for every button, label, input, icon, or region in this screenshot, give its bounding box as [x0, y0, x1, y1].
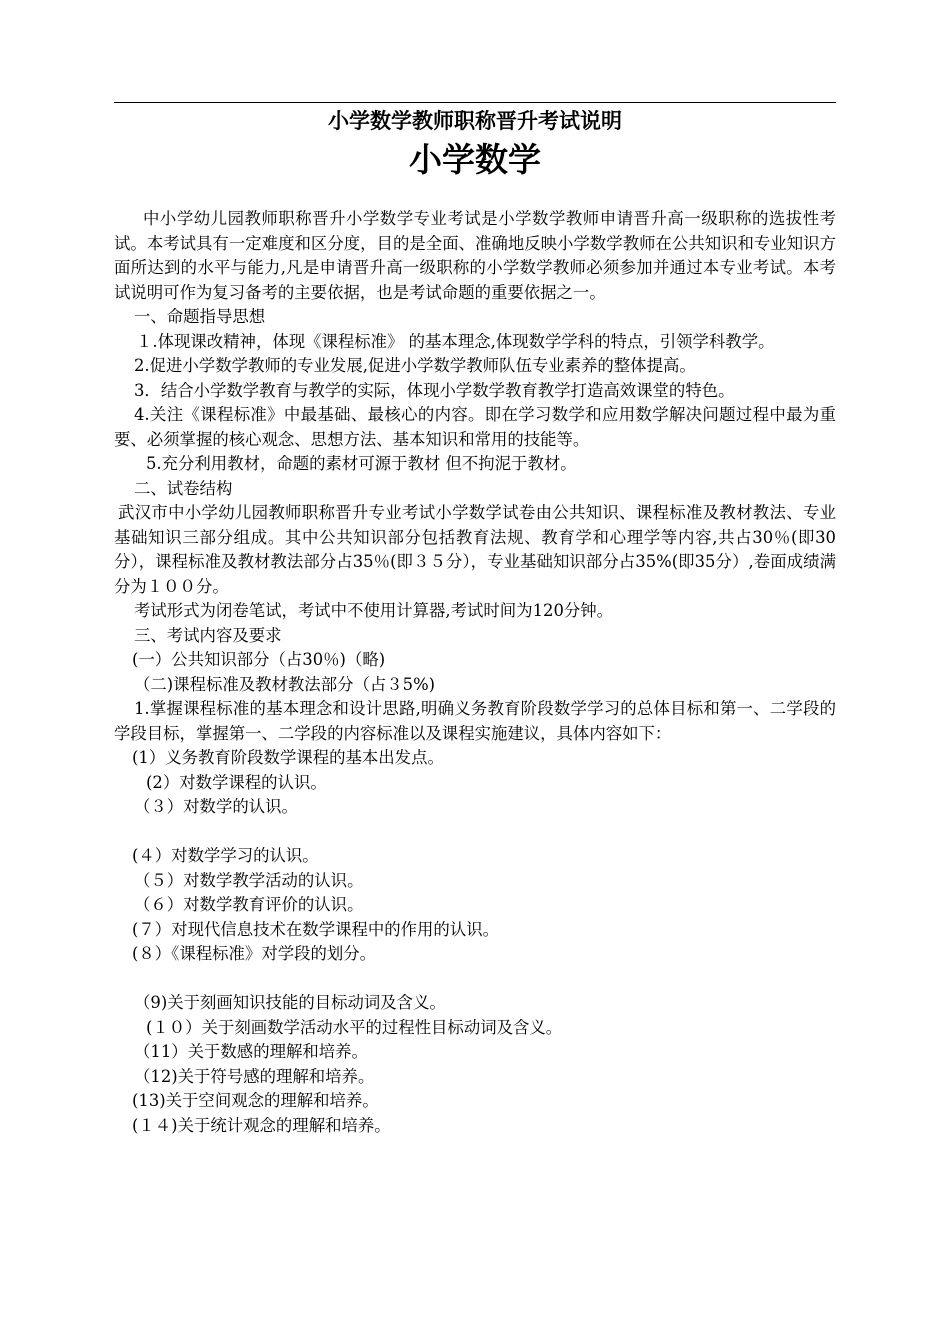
list-item: （11）关于数感的理解和培养。: [134, 1042, 368, 1061]
blank-line: [114, 967, 836, 992]
list-item: (８）《课程标准》对学段的划分。: [132, 944, 377, 963]
list-item: (2）对数学课程的认识。: [146, 772, 327, 792]
guideline-2: 2.促进小学数学教师的专业发展,促进小学数学教师队伍专业素养的整体提高。: [134, 356, 696, 375]
part-2-heading: （二)课程标准及教材教法部分（占３5%): [134, 674, 436, 694]
exam-format-paragraph: 考试形式为闭卷笔试，考试中不使用计算器,考试时间为120分钟。: [134, 601, 614, 620]
part-1-heading: (一）公共知识部分（占30％)（略): [132, 650, 386, 669]
document-body: [114, 207, 836, 1138]
guideline-4: 4.关注《课程标准》中最基础、最核心的内容。即在学习数学和应用数学解决问题过程中最为重要、必须掌握的核心观念、思想方法、基本知识和常用的技能等。: [114, 405, 836, 449]
intro-paragraph: 中小学幼儿园教师职称晋升小学数学专业考试是小学数学教师申请晋升高一级职称的选拔性考试。本考试具有一定难度和区分度，目的是全面、准确地反映小学数学教师在公共知识和专业知识方面所达到的水平与能力,凡是申请晋升高一级职称的小学数学教师必须参加并通过本专业考试。本考试说明可作为复习备考的主要依据，也是考试命题的重要依据之一。: [114, 209, 836, 302]
document-subtitle: 小学数学: [409, 140, 541, 179]
list-item: （9)关于刻画知识技能的目标动词及含义。: [134, 993, 446, 1012]
structure-paragraph: 武汉市中小学幼儿园教师职称晋升专业考试小学数学试卷由公共知识、课程标准及教材教法、专业基础知识三部分组成。其中公共知识部分包括教育法规、教育学和心理学等内容,共占30％(即30分），课程标准及教材教法部分占35％(即３５分），专业基础知识部分占35%(即35分）,卷面成绩满分为１００分。: [114, 503, 836, 596]
section-heading-3: 三、考试内容及要求: [134, 625, 282, 645]
document-title: 小学数学教师职称晋升考试说明: [328, 108, 622, 133]
list-item: (１０）关于刻画数学活动水平的过程性目标动词及含义。: [146, 1017, 563, 1037]
blank-line: [114, 820, 836, 845]
list-item: (13)关于空间观念的理解和培养。: [132, 1091, 379, 1110]
header-rule: [114, 102, 836, 103]
guideline-3: 3．结合小学数学教育与教学的实际，体现小学数学教育教学打造高效课堂的特色。: [134, 380, 735, 400]
list-item: （６）对数学教育评价的认识。: [134, 895, 364, 914]
guideline-1: １.体现课改精神，体现《课程标准》 的基本理念,体现数学学科的特点，引领学科教学。: [136, 331, 775, 351]
list-item: （12)关于符号感的理解和培养。: [134, 1066, 375, 1086]
guideline-5: 5.充分利用教材，命题的素材可源于教材 但不拘泥于教材。: [146, 454, 577, 473]
list-item: （３）对数学的认识。: [134, 797, 298, 816]
part-2-intro: 1.掌握课程标准的基本理念和设计思路,明确义务教育阶段数学学习的总体目标和第一、二学段的学段目标，掌握第一、二学段的内容标准以及课程实施建议，具体内容如下：: [114, 699, 836, 743]
list-item: （５）对数学教学活动的认识。: [134, 870, 364, 890]
list-item: (７）对现代信息技术在数学课程中的作用的认识。: [132, 919, 499, 939]
section-heading-2: 二、试卷结构: [134, 478, 233, 498]
list-item: (1）义务教育阶段数学课程的基本出发点。: [132, 748, 444, 767]
section-heading-1: 一、命题指导思想: [134, 307, 266, 326]
list-item: (１４)关于统计观念的理解和培养。: [132, 1115, 391, 1135]
document-page: [114, 0, 836, 1344]
list-item: (４）对数学学习的认识。: [132, 846, 319, 865]
